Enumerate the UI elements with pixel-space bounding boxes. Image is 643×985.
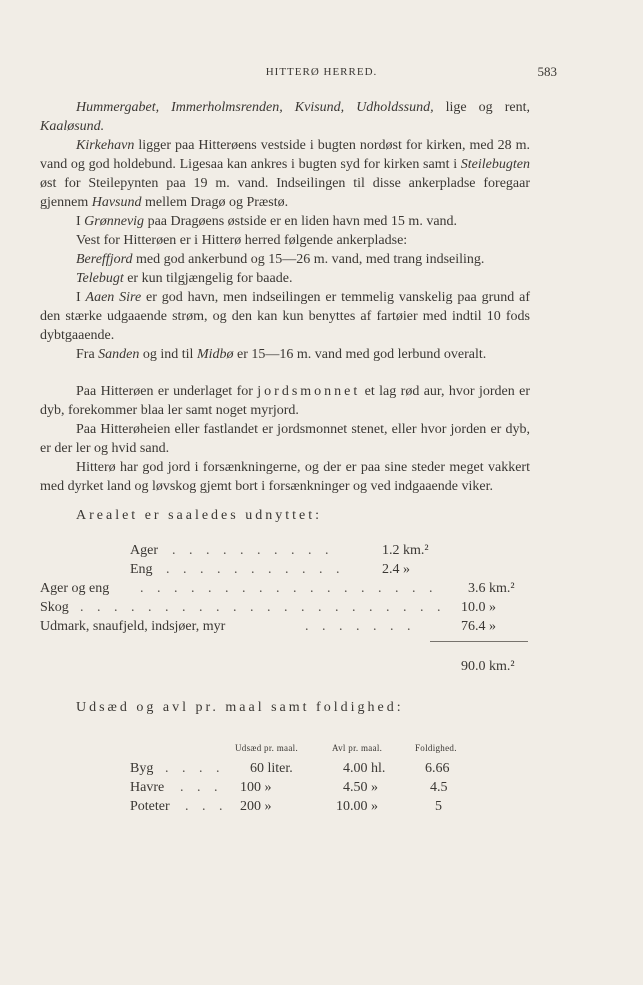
text: Paa Hitterøen er underlaget for [76, 384, 258, 399]
yield-heading: Udsæd og avl pr. maal samt foldighed: [76, 700, 404, 715]
text: lige og rent, [433, 100, 530, 115]
paragraph-3 [40, 212, 530, 231]
area-label: Skog [40, 600, 69, 615]
harvest-value: 4.50 » [343, 780, 378, 795]
area-value: 3.6 km.² [468, 581, 515, 596]
section-gap [40, 364, 530, 382]
spaced-term: jordsmonnet [257, 384, 361, 399]
italic-term: Bereffjord [76, 252, 133, 267]
paragraph-4 [40, 231, 530, 250]
area-heading: Arealet er saaledes udnyttet: [76, 508, 322, 523]
paragraph-10 [40, 420, 530, 458]
table-row [40, 797, 530, 816]
column-header: Foldighed. [415, 743, 457, 753]
paragraph-2 [40, 136, 530, 212]
leader-dots: . . . . . . . . . . . [166, 562, 345, 577]
leader-dots: . . . . . . . . . . [172, 543, 334, 558]
sum-rule [430, 641, 528, 642]
area-label: Ager [130, 543, 158, 558]
page-number: 583 [537, 64, 557, 79]
leader-dots: . . . . [165, 761, 225, 776]
text: øst for Steilepynten paa 19 m. vand. Indseilingen til disse ankerpladse foregaar gjennem [40, 176, 530, 210]
italic-term: Havsund [91, 195, 142, 210]
area-value: 2.4 » [382, 562, 410, 577]
area-row [40, 598, 530, 617]
paragraph-5 [40, 250, 530, 269]
italic-term: Steilebugten [460, 157, 530, 172]
crop-name: Byg [130, 761, 154, 776]
text: er 15—16 m. vand med god lerbund overalt. [233, 347, 487, 362]
fold-value: 6.66 [425, 761, 450, 776]
area-value: 76.4 » [461, 619, 496, 634]
seed-value: 100 » [240, 780, 272, 795]
leader-dots: . . . [185, 799, 228, 814]
text: er god havn, men indseilingen er temmelig vanskelig paa grund af den stærke udgaaende strøm, og den kan kun benyttes af fartøier med indtil 10 fods dybtgaaende. [40, 290, 530, 343]
text: Fra [76, 347, 99, 362]
text: ligger paa Hitterøens vestside i bugten nordøst for kirken, med 28 m. vand og god holdebund. Ligesaa kan ankres i bugten syd for kirken samt i [40, 138, 530, 172]
italic-term: Sanden [98, 347, 140, 362]
text: paa Dragøens østside er en liden havn med 15 m. vand. [144, 214, 458, 229]
area-total-row [40, 657, 530, 676]
text: Paa Hitterøheien eller fastlandet er jordsmonnet stenet, eller hvor jorden er dyb, er der ler og hvid sand. [40, 422, 530, 456]
text: Hitterø har god jord i forsænkningerne, og der er paa sine steder meget vakkert med dyrket land og løvskog gjemt bort i forsænkninger og ved indgaaende viker. [40, 460, 530, 494]
paragraph-6 [40, 269, 530, 288]
text: med god ankerbund og 15—26 m. vand, med trang indseiling. [132, 252, 485, 267]
paragraph-8 [40, 345, 530, 364]
seed-value: 60 liter. [250, 761, 293, 776]
text: et lag rød aur, hvor jorden er dyb, forekommer blaa ler samt noget myrjord. [40, 384, 530, 418]
area-label: Udmark, snaufjeld, indsjøer, myr [40, 619, 226, 634]
italic-term: Kaaløsund. [40, 119, 105, 134]
yield-table [40, 727, 530, 822]
page-body [40, 98, 530, 822]
running-header [0, 66, 643, 82]
text: I [76, 290, 86, 305]
seed-value: 200 » [240, 799, 272, 814]
leader-dots: . . . [180, 780, 223, 795]
area-row [40, 560, 530, 579]
italic-term: Grønnevig [84, 214, 145, 229]
area-total: 90.0 km.² [461, 659, 515, 674]
italic-term: Aaen Sire [85, 290, 142, 305]
crop-name: Poteter [130, 799, 170, 814]
paragraph-1 [40, 98, 530, 136]
italic-term: Hummergabet, Immerholmsrenden, Kvisund, Udholdssund, [76, 100, 434, 115]
table-row [40, 778, 530, 797]
area-value: 10.0 » [461, 600, 496, 615]
harvest-value: 10.00 » [336, 799, 378, 814]
text: Vest for Hitterøen er i Hitterø herred følgende ankerpladse: [76, 233, 408, 248]
leader-dots: . . . . . . . . . . . . . . . . . . [140, 581, 438, 596]
column-header: Udsæd pr. maal. [235, 743, 298, 753]
italic-term: Midbø [196, 347, 234, 362]
section-gap [40, 496, 530, 506]
area-row [40, 617, 530, 636]
paragraph-11 [40, 458, 530, 496]
leader-dots: . . . . . . . . . . . . . . . . . . . . . . [80, 600, 446, 615]
harvest-value: 4.00 hl. [343, 761, 386, 776]
section-gap [40, 676, 530, 698]
leader-dots: . . . . . . . [305, 619, 416, 634]
area-value: 1.2 km.² [382, 543, 429, 558]
column-header: Avl pr. maal. [332, 743, 383, 753]
area-label: Ager og eng [40, 581, 110, 596]
text: I [76, 214, 85, 229]
crop-name: Havre [130, 780, 165, 795]
area-table [40, 537, 530, 657]
italic-term: Telebugt [76, 271, 124, 286]
text: og ind til [139, 347, 197, 362]
header-title: HITTERØ HERRED. [265, 66, 378, 78]
text: mellem Dragø og Præstø. [141, 195, 289, 210]
area-row [40, 579, 530, 598]
area-label: Eng [130, 562, 153, 577]
fold-value: 4.5 [430, 780, 448, 795]
paragraph-9 [40, 382, 530, 420]
text: er kun tilgjængelig for baade. [123, 271, 293, 286]
area-row [40, 541, 530, 560]
italic-term: Kirkehavn [76, 138, 135, 153]
paragraph-7 [40, 288, 530, 345]
fold-value: 5 [435, 799, 442, 814]
table-row [40, 759, 530, 778]
